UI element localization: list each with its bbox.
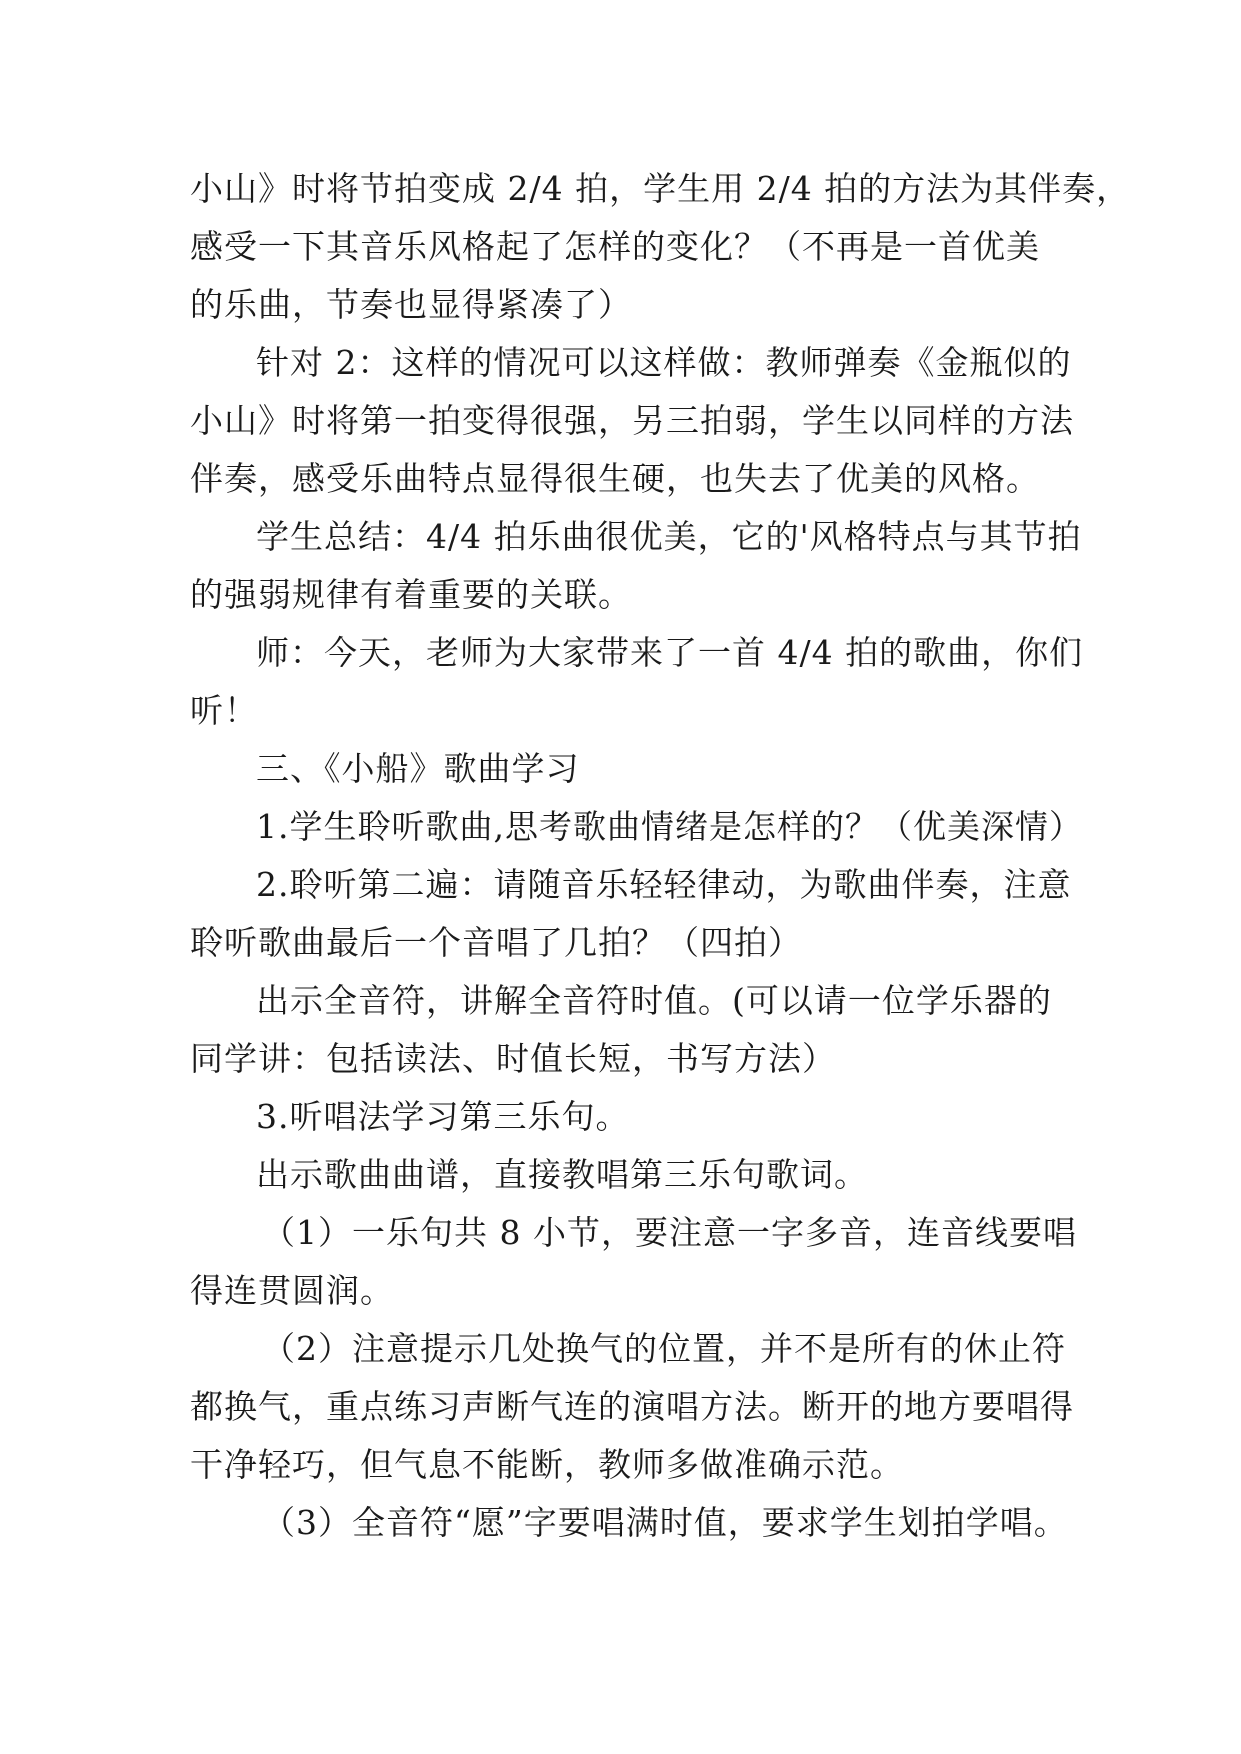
text-line-3: 的乐曲，节奏也显得紧凑了） <box>190 285 632 324</box>
text-line-19: （1）一乐句共 8 小节，要注意一字多音，连音线要唱 <box>262 1213 1077 1252</box>
text-line-18: 出示歌曲曲谱，直接教唱第三乐句歌词。 <box>256 1155 868 1194</box>
text-line-7: 学生总结：4/4 拍乐曲很优美，它的'风格特点与其节拍 <box>256 517 1082 556</box>
text-line-21: （2）注意提示几处换气的位置，并不是所有的休止符 <box>262 1329 1066 1368</box>
text-line-4: 针对 2：这样的情况可以这样做：教师弹奏《金瓶似的 <box>256 343 1072 382</box>
text-line-14: 聆听歌曲最后一个音唱了几拍？（四拍） <box>190 923 802 962</box>
text-line-5: 小山》时将第一拍变得很强，另三拍弱，学生以同样的方法 <box>190 401 1074 440</box>
text-line-17: 3.听唱法学习第三乐句。 <box>256 1097 630 1136</box>
text-line-15: 出示全音符，讲解全音符时值。(可以请一位学乐器的 <box>256 981 1052 1020</box>
text-line-20: 得连贯圆润。 <box>190 1271 394 1310</box>
body-text <box>190 160 1131 1552</box>
text-line-16: 同学讲：包括读法、时值长短，书写方法） <box>190 1039 836 1078</box>
text-line-22: 都换气，重点练习声断气连的演唱方法。断开的地方要唱得 <box>190 1387 1074 1426</box>
text-line-23: 干净轻巧，但气息不能断，教师多做准确示范。 <box>190 1445 904 1484</box>
text-line-6: 伴奏，感受乐曲特点显得很生硬，也失去了优美的风格。 <box>190 459 1040 498</box>
text-line-10: 听！ <box>190 691 258 730</box>
text-line-8: 的强弱规律有着重要的关联。 <box>190 575 632 614</box>
text-line-9: 师：今天，老师为大家带来了一首 4/4 拍的歌曲，你们 <box>256 633 1084 672</box>
text-line-1: 小山》时将节拍变成 2/4 拍，学生用 2/4 拍的方法为其伴奏， <box>190 169 1131 208</box>
text-line-24: （3）全音符“愿”字要唱满时值，要求学生划拍学唱。 <box>262 1503 1068 1542</box>
section-heading: 三、《小船》歌曲学习 <box>256 749 580 788</box>
text-line-12: 1.学生聆听歌曲,思考歌曲情绪是怎样的？（优美深情） <box>256 807 1083 846</box>
text-line-2: 感受一下其音乐风格起了怎样的变化？（不再是一首优美 <box>190 227 1040 266</box>
text-line-13: 2.聆听第二遍：请随音乐轻轻律动，为歌曲伴奏，注意 <box>256 865 1072 904</box>
